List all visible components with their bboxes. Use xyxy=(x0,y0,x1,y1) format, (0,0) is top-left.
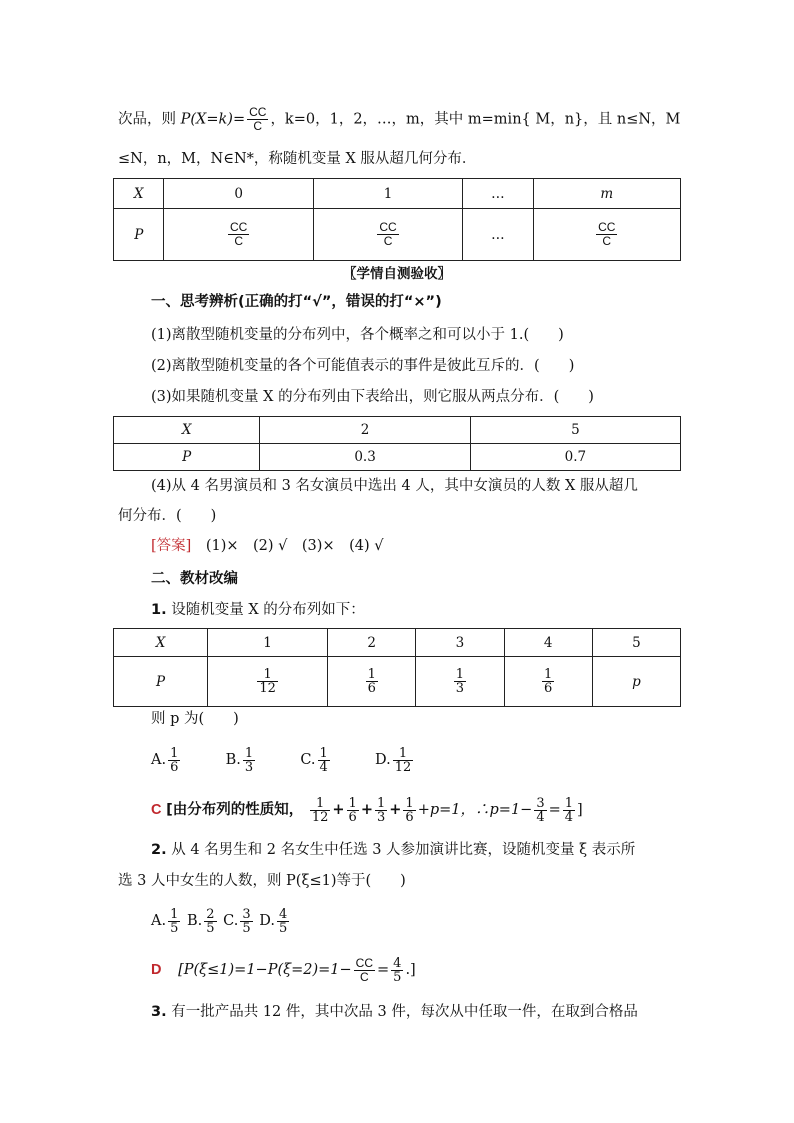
problem-2-options xyxy=(151,903,291,939)
option-d: D. $\frac{4}{5}$ xyxy=(259,906,288,936)
section-title: 〖学情自测验收〗 xyxy=(343,266,451,282)
table-cell: P xyxy=(114,657,208,707)
problem-number: 3. xyxy=(151,1004,167,1020)
intro-line-1 xyxy=(118,106,680,133)
answer-label: [答案] xyxy=(151,538,192,554)
formula-text: P(X=k)= xyxy=(180,111,246,128)
part1-heading: 一、思考辨析(正确的打“√”，错误的打“×”) xyxy=(151,294,442,310)
part2-heading: 二、教材改编 xyxy=(151,571,238,587)
table-cell: … xyxy=(463,209,533,261)
table-cell: $\frac{1}{3}$ xyxy=(416,657,504,707)
table-cell: P xyxy=(114,444,260,471)
table-cell: 1 xyxy=(208,629,328,657)
hypergeometric-table xyxy=(113,178,681,261)
intro-line-2: ≤N，n，M，N∈N*，称随机变量 X 服从超几何分布． xyxy=(118,151,477,167)
combination-fraction: $\frac{CC}{C}$ xyxy=(249,105,267,133)
table-cell: $\frac{1}{6}$ xyxy=(328,657,416,707)
table-cell: 5 xyxy=(592,629,680,657)
question-3: (3)如果随机变量 X 的分布列由下表给出，则它服从两点分布．( ) xyxy=(151,389,594,405)
table-cell: 2 xyxy=(328,629,416,657)
intro-text: 次品，则 xyxy=(118,111,181,128)
option-a: A. $\frac{1}{5}$ xyxy=(151,906,179,936)
problem-number: 2. xyxy=(151,842,167,858)
solution-text: [P(ξ≤1)=1−P(ξ=2)=1− xyxy=(178,962,352,978)
table-cell: 0.3 xyxy=(260,444,470,471)
problem-3-line-1 xyxy=(151,1002,638,1022)
table-cell: … xyxy=(463,179,533,209)
problem-text: 设随机变量 X 的分布列如下： xyxy=(171,602,365,618)
table-cell: m xyxy=(533,179,680,209)
table-cell: $\frac{1}{12}$ xyxy=(208,657,328,707)
problem-2-solution: D [P(ξ≤1)=1−P(ξ=2)=1− $\frac{CC}{C}$ = $\frac{4}{5}$ .] xyxy=(151,955,416,985)
option-d: D. $\frac{1}{12}$ xyxy=(375,745,412,775)
table-cell: 0.7 xyxy=(470,444,680,471)
table-cell: 0 xyxy=(164,179,313,209)
problem-1-solution: C [由分布列的性质知， $\frac{1}{12}$ + $\frac{1}{6}$ + $\frac{1}{3}$ + $\frac{1}{6}$ +p=1，∴p=1− $\frac{3}{4}$ = $\frac{1}{4}$ ] xyxy=(151,795,583,825)
table-cell: $\frac{1}{6}$ xyxy=(504,657,592,707)
answer-letter: D xyxy=(151,962,162,978)
table-cell: 5 xyxy=(470,417,680,444)
question-2: (2)离散型随机变量的各个可能值表示的事件是彼此互斥的．( ) xyxy=(151,358,575,374)
answer-text: (1)× (2) √ (3)× (4) √ xyxy=(191,538,384,554)
two-point-table xyxy=(113,416,681,471)
table-cell: X xyxy=(114,629,208,657)
problem-text: 从 4 名男生和 2 名女生中任选 3 人参加演讲比赛，设随机变量 ξ 表示所 xyxy=(171,842,636,858)
answer-line xyxy=(151,536,383,556)
table-cell: P xyxy=(114,209,164,261)
table-cell: $\frac{CC}{C}$ xyxy=(533,209,680,261)
intro-text-cont: ，k=0，1，2，…，m，其中 m=min{ M，n}，且 n≤N，M xyxy=(270,111,681,128)
problem-1-ask: 则 p 为( ) xyxy=(151,711,239,727)
solution-text: [由分布列的性质知， xyxy=(166,802,304,818)
question-4-line-1: (4)从 4 名男演员和 3 名女演员中选出 4 人，其中女演员的人数 X 服从超几 xyxy=(151,478,638,494)
question-4-line-2: 何分布．( ) xyxy=(118,508,217,524)
option-a: A. $\frac{1}{6}$ xyxy=(151,745,179,775)
distribution-table xyxy=(113,628,681,707)
option-c: C. $\frac{1}{4}$ xyxy=(300,745,328,775)
problem-2-line-2: 选 3 人中女生的人数，则 P(ξ≤1)等于( ) xyxy=(118,873,406,889)
table-cell: X xyxy=(114,179,164,209)
table-cell: 1 xyxy=(313,179,462,209)
table-cell: 4 xyxy=(504,629,592,657)
option-b: B. $\frac{2}{5}$ xyxy=(186,906,215,936)
solution-text: +p=1，∴p=1− xyxy=(417,802,533,818)
table-cell: p xyxy=(592,657,680,707)
table-cell: 3 xyxy=(416,629,504,657)
table-cell: X xyxy=(114,417,260,444)
table-cell: $\frac{CC}{C}$ xyxy=(164,209,313,261)
problem-text: 有一批产品共 12 件，其中次品 3 件，每次从中任取一件，在取到合格品 xyxy=(171,1004,638,1020)
answer-letter: C xyxy=(151,802,162,818)
table-cell: 2 xyxy=(260,417,470,444)
problem-1 xyxy=(151,600,365,620)
problem-1-options xyxy=(151,742,415,778)
problem-2-line-1 xyxy=(151,840,635,860)
option-c: C. $\frac{3}{5}$ xyxy=(223,906,251,936)
question-1: (1)离散型随机变量的分布列中，各个概率之和可以小于 1.( ) xyxy=(151,327,564,343)
problem-number: 1. xyxy=(151,602,167,618)
table-cell: $\frac{CC}{C}$ xyxy=(313,209,462,261)
option-b: B. $\frac{1}{3}$ xyxy=(225,745,254,775)
